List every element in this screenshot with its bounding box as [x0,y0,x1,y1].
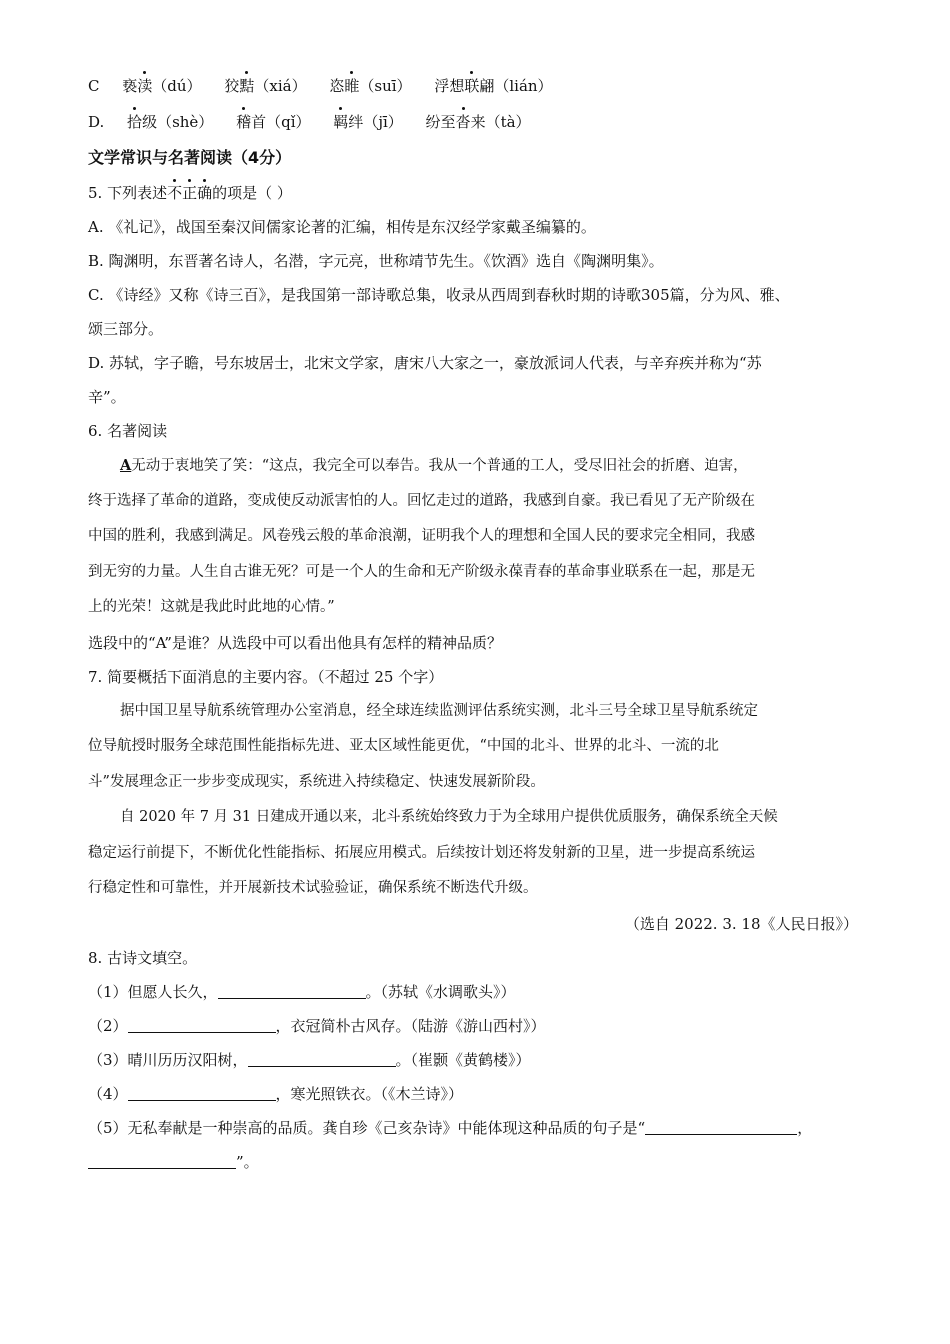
q5-stem: 5. 下列表述不正确的项是（ ） [88,176,868,210]
q6-excerpt-line: 终于选择了革命的道路，变成使反动派害怕的人。回忆走过的道路，我感到自豪。我已看见了无产阶级在 [88,492,755,509]
q6-excerpt-line: 上的光荣！这就是我此时此地的心情。” [88,599,335,615]
q4-d-item-2: 稽首（qǐ） [236,113,310,131]
section-heading: 文学常识与名著阅读（4分） [88,148,292,167]
q6-excerpt [88,448,868,626]
q8-item-2: （2） ，衣冠简朴古风存。（陆游《游山西村》） [88,1016,546,1035]
q5-option-d-line1: D. 苏轼，字子瞻，号东坡居士，北宋文学家，唐宋八大家之一，豪放派词人代表，与辛弃疾并称为“苏 [88,354,762,372]
q8-item-1: （1）但愿人长久， 。（苏轼《水调歌头》） [88,982,516,1001]
q4-d-item-1: 拾级（shè） [127,113,213,131]
q6-title: 6. 名著阅读 [88,422,168,440]
q4-d-item-3: 羁绊（jī） [333,113,402,131]
q4-d-item-4: 纷至沓来（tà） [426,113,531,131]
q5-option-d-line2: 辛”。 [88,388,126,406]
q8-title: 8. 古诗文填空。 [88,948,198,967]
answer-blank[interactable] [645,1119,797,1135]
q7-news-line: 位导航授时服务全球范围性能指标先进、亚太区域性能更优，“中国的北斗、世界的北斗、一流的北 [88,738,719,754]
q8-item-5-cont: ”。 [88,1145,868,1179]
q5-option-b: B. 陶渊明，东晋著名诗人，名潜，字元亮，世称靖节先生。《饮酒》选自《陶渊明集》。 [88,252,664,270]
q8-item-3: （3）晴川历历汉阳树， 。（崔颢《黄鹤楼》） [88,1050,531,1069]
q6-question: 选段中的“A”是谁？从选段中可以看出他具有怎样的精神品质？ [88,633,502,652]
answer-blank[interactable] [128,1017,276,1033]
q4-option-d: D. 拾级（shè） 稽首（qǐ） 羁绊（jī） 纷至沓来（tà） [88,104,868,140]
q4-option-c: C 亵渎（dú） 狡黠（xiá） 恣睢（suī） 浮想联翩（lián） [88,68,868,104]
q6-marker: A [120,457,132,474]
q7-news-line: 自 2020 年 7 月 31 日建成开通以来，北斗系统始终致力于为全球用户提供优质服务，确保系统全天候 [120,809,778,825]
q7-news-line: 斗”发展理念正一步步变成现实，系统进入持续稳定、快速发展新阶段。 [88,773,545,790]
q7-news-line: 据中国卫星导航系统管理办公室消息，经全球连续监测评估系统实测，北斗三号全球卫星导航系统定 [120,702,758,719]
answer-blank[interactable] [128,1085,276,1101]
q5-option-c-line1: C. 《诗经》又称《诗三百》，是我国第一部诗歌总集，收录从西周到春秋时期的诗歌305篇，分为风、雅、 [88,286,790,304]
exam-page [88,68,868,1179]
q5-option-a: A. 《礼记》，战国至秦汉间儒家论著的汇编，相传是东汉经学家戴圣编纂的。 [88,218,596,236]
q7-news-line: 稳定运行前提下，不断优化性能指标、拓展应用模式。后续按计划还将发射新的卫星，进一步提高系统运 [88,844,755,861]
q4-c-item-3: 恣睢（suī） [329,77,411,95]
q6-excerpt-line: A无动于衷地笑了笑：“这点，我完全可以奉告。我从一个普通的工人，受尽旧社会的折磨、迫害， [120,457,748,474]
q7-title: 7. 简要概括下面消息的主要内容。（不超过 25 个字） [88,667,444,686]
q7-news [88,694,868,907]
q8-item-4: （4） ，寒光照铁衣。（《木兰诗》） [88,1084,464,1103]
answer-blank[interactable] [218,983,366,999]
q6-excerpt-line: 中国的胜利，我感到满足。风卷残云般的革命浪潮，证明我个人的理想和全国人民的要求完全相同，我感 [88,528,755,544]
q5-option-c-line2: 颂三部分。 [88,320,164,338]
answer-blank[interactable] [88,1153,236,1169]
answer-blank[interactable] [248,1051,396,1067]
q4-c-item-1: 亵渎（dú） [122,77,201,95]
q4-c-item-2: 狡黠（xiá） [224,77,306,95]
q8-item-5: （5）无私奉献是一种崇高的品质。龚自珍《己亥杂诗》中能体现这种品质的句子是“ ， [88,1118,813,1137]
q6-excerpt-line: 到无穷的力量。人生自古谁无死？可是一个人的生命和无产阶级永葆青春的革命事业联系在一起，那是无 [88,563,755,580]
q7-news-line: 行稳定性和可靠性，并开展新技术试验验证，确保系统不断迭代升级。 [88,880,538,896]
q7-source: （选自 2022. 3. 18《人民日报》） [624,914,858,933]
q4-c-item-4: 浮想联翩（lián） [434,77,552,95]
